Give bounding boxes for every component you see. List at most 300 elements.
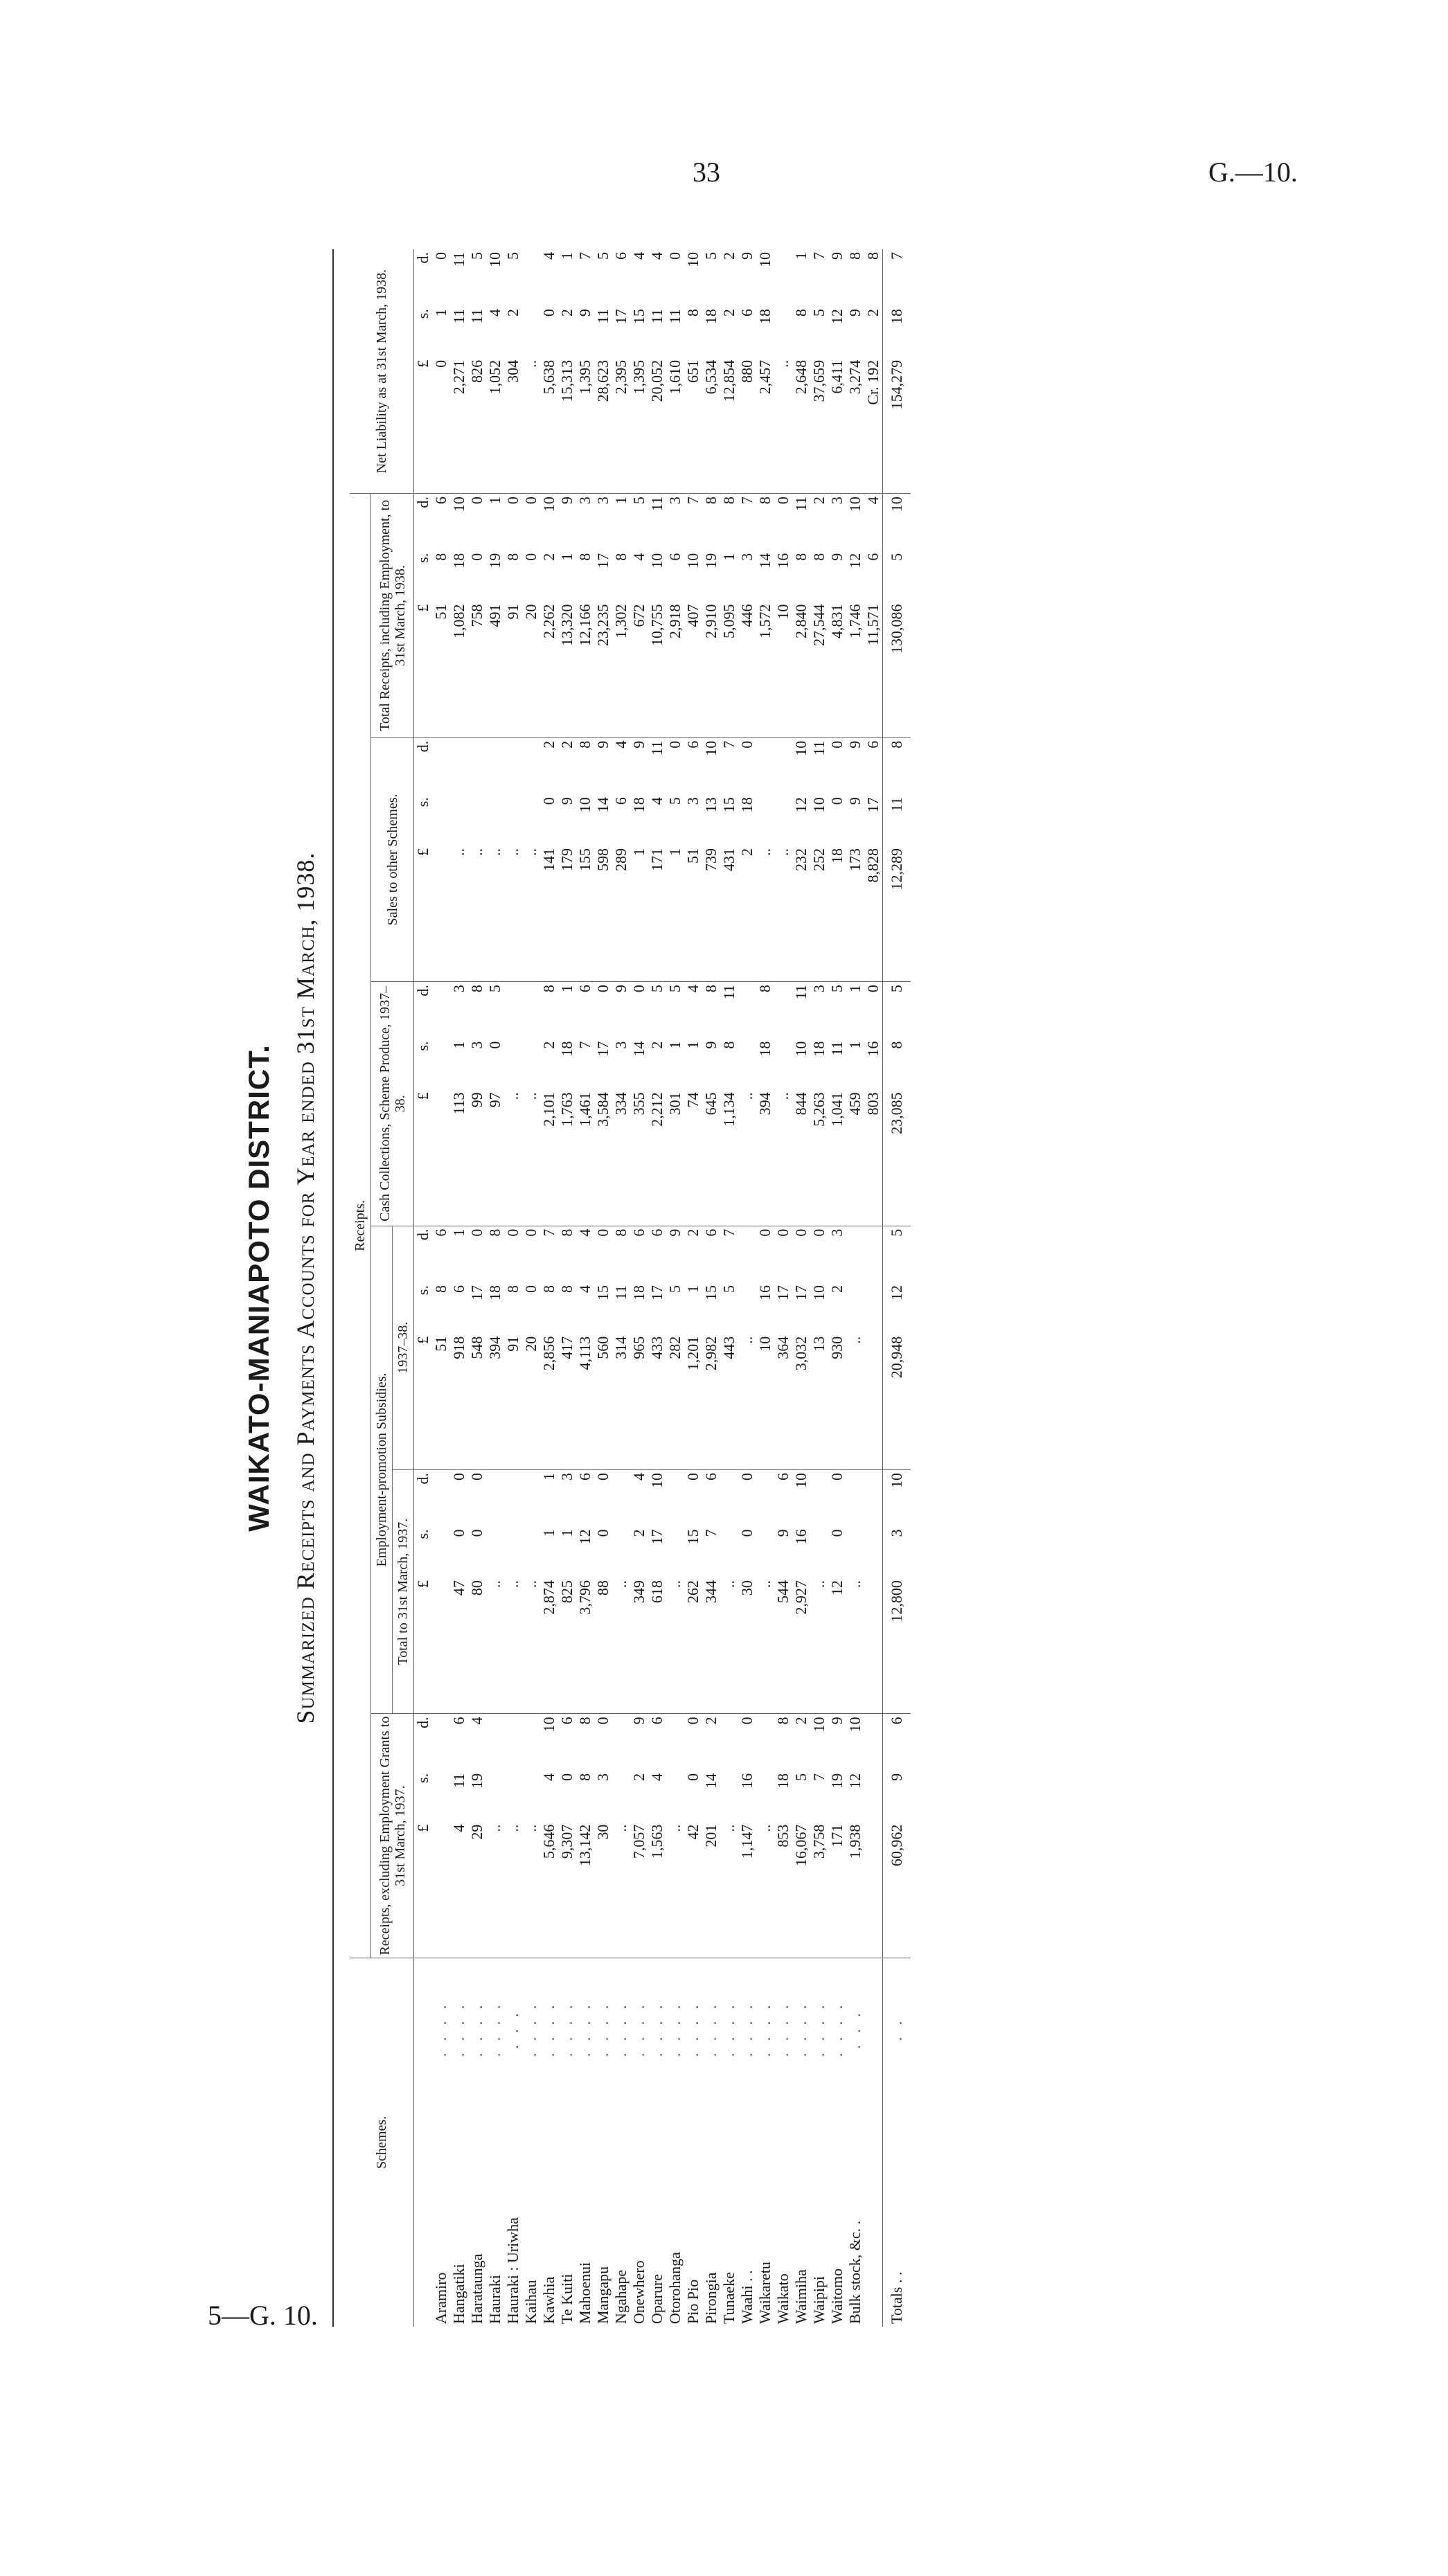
pound-label: £ — [414, 1334, 433, 1470]
shillings-cell: 1 — [450, 1041, 467, 1049]
pence-cell — [864, 1714, 883, 1771]
shillings-cell: 0 — [594, 1529, 611, 1537]
pounds-cell: 28,623 — [594, 357, 612, 494]
pence-cell: 9 — [594, 740, 611, 749]
table-row — [630, 249, 648, 2327]
pence-cell: 11 — [792, 985, 810, 1000]
shilling-label: s. — [414, 797, 431, 807]
shillings-cell — [720, 1771, 738, 1822]
pounds-cell: 3,796 — [576, 1577, 594, 1714]
pounds-cell: 651 — [684, 357, 702, 494]
pounds-cell: 1,610 — [666, 357, 684, 494]
pence-cell: 5 — [828, 985, 846, 993]
pence-cell: 8 — [720, 497, 738, 505]
pence-cell: 0 — [792, 1228, 810, 1237]
pence-cell — [432, 737, 450, 794]
pounds-cell: 826 — [468, 357, 486, 494]
pence-cell: 8 — [558, 1228, 575, 1237]
pence-cell: 1 — [558, 985, 575, 993]
shillings-cell — [666, 1526, 684, 1577]
shillings-cell: 2 — [720, 309, 738, 317]
shilling-label: s. — [414, 1529, 431, 1539]
shillings-cell — [612, 1526, 630, 1577]
pence-cell: 1 — [792, 252, 810, 260]
pence-cell: 9 — [630, 740, 647, 749]
pence-cell: 0 — [684, 1472, 701, 1481]
shillings-cell: 0 — [468, 1529, 485, 1537]
pounds-cell: 262 — [684, 1577, 702, 1714]
pounds-cell: 2,395 — [612, 357, 630, 494]
dot-leader: . . . . — [684, 2001, 701, 2057]
pence-cell: 0 — [666, 252, 683, 260]
pence-cell: 0 — [468, 1472, 485, 1481]
pounds-cell: 5,263 — [810, 1089, 828, 1226]
pence-cell: 6 — [648, 1228, 665, 1237]
dot-leader: . . . . — [828, 2001, 846, 2057]
table-body — [432, 249, 883, 2327]
shillings-cell: 4 — [540, 1773, 557, 1781]
table-row — [792, 249, 810, 2327]
shillings-cell: 17 — [648, 1285, 665, 1301]
pence-cell: 3 — [666, 497, 683, 505]
pounds-cell: 844 — [792, 1089, 810, 1226]
pounds-cell: 3,274 — [846, 357, 864, 494]
shillings-cell: 14 — [630, 1041, 647, 1057]
shillings-cell — [432, 1771, 450, 1822]
pounds-cell: .. — [504, 846, 522, 982]
pounds-cell: 141 — [540, 846, 558, 982]
pounds-cell: 1,052 — [486, 357, 504, 494]
pence-cell: 5 — [702, 252, 719, 260]
pounds-cell: 672 — [630, 602, 648, 738]
pounds-cell: .. — [846, 1334, 864, 1470]
shillings-cell: 9 — [558, 797, 575, 805]
pounds-cell: 803 — [864, 1089, 883, 1226]
pounds-cell: 2,457 — [756, 357, 774, 494]
pounds-cell: 4,113 — [576, 1334, 594, 1470]
pence-cell: 2 — [792, 1717, 810, 1725]
pence-cell: 4 — [630, 1472, 647, 1481]
shillings-cell: 3 — [684, 797, 701, 805]
pounds-cell: .. — [486, 1577, 504, 1714]
shillings-cell: 2 — [630, 1773, 647, 1781]
shillings-cell: 18 — [774, 1773, 792, 1789]
dot-leader: . . . . — [738, 2001, 756, 2057]
dot-leader: . . . . — [720, 2001, 738, 2057]
pence-cell: 0 — [738, 740, 756, 749]
pence-cell: 7 — [720, 1228, 738, 1237]
shillings-cell — [522, 1771, 540, 1822]
shillings-cell: 18 — [630, 1285, 647, 1301]
shillings-cell: 12 — [846, 1773, 864, 1789]
pounds-cell: 80 — [468, 1577, 486, 1714]
shillings-cell: 17 — [612, 309, 629, 325]
dot-leader: . . . — [846, 2009, 864, 2049]
shillings-cell — [504, 794, 522, 846]
scheme-name: Tunaeke — [720, 2272, 738, 2324]
shillings-cell: 17 — [774, 1285, 792, 1301]
dot-leader: . . — [883, 1958, 911, 2100]
rotated-page-content — [215, 249, 1253, 2327]
pounds-cell: 355 — [630, 1089, 648, 1226]
pounds-cell: 344 — [702, 1577, 720, 1714]
shillings-cell: 6 — [738, 309, 756, 317]
total-to-1937-header: Total to 31st March, 1937. — [393, 1469, 414, 1713]
pound-label: £ — [414, 1822, 433, 1958]
pence-cell: 6 — [432, 1228, 449, 1237]
pence-cell: 10 — [684, 252, 701, 267]
pence-cell: 6 — [702, 1228, 719, 1237]
scheme-name — [864, 2100, 883, 2327]
dot-leader: . . . . — [756, 2001, 774, 2057]
pounds-cell: 1,395 — [576, 357, 594, 494]
shillings-cell — [522, 1526, 540, 1577]
pence-cell: 8 — [864, 252, 882, 260]
shillings-cell: 8 — [504, 1285, 521, 1294]
table-row — [522, 249, 540, 2327]
shillings-cell: 18 — [810, 1041, 828, 1057]
pounds-cell: .. — [504, 1577, 522, 1714]
dot-leader: . . . . — [648, 2001, 665, 2057]
table-row — [468, 249, 486, 2327]
pounds-cell: 29 — [468, 1822, 486, 1958]
pence-cell: 0 — [522, 497, 539, 505]
pence-cell: 8 — [540, 985, 557, 993]
pence-cell: 6 — [432, 497, 449, 505]
pounds-cell: 282 — [666, 1334, 684, 1470]
pounds-cell — [432, 1089, 450, 1226]
pence-cell: 7 — [720, 740, 738, 749]
table-row — [432, 249, 450, 2327]
pounds-cell: .. — [504, 1089, 522, 1226]
pound-label: £ — [414, 1577, 433, 1714]
pounds-cell: 1 — [630, 846, 648, 982]
pence-cell: 5 — [630, 497, 647, 505]
pence-label: d. — [414, 497, 431, 508]
pence-cell: 8 — [486, 1228, 503, 1237]
pounds-cell: 171 — [828, 1822, 846, 1958]
dot-leader: . . . — [504, 2009, 521, 2049]
shillings-cell: 17 — [864, 797, 882, 813]
pounds-cell: 2 — [738, 846, 756, 982]
pence-cell — [864, 1469, 883, 1526]
shillings-cell: 1 — [666, 1041, 683, 1049]
pence-cell — [720, 1714, 738, 1771]
shillings-cell: 2 — [648, 1041, 665, 1049]
shillings-cell: 8 — [504, 553, 521, 561]
pence-cell: 8 — [756, 497, 774, 505]
scheme-name: Te Kuiti — [558, 2273, 575, 2324]
pounds-cell: 394 — [486, 1334, 504, 1470]
shilling-label: s. — [414, 553, 431, 563]
pence-cell: 0 — [450, 1472, 467, 1481]
pence-cell — [774, 982, 792, 1039]
shillings-cell: 18 — [630, 797, 647, 813]
dot-leader: . . . . — [666, 2001, 683, 2057]
pounds-cell: 304 — [504, 357, 522, 494]
pence-cell: 1 — [846, 985, 864, 993]
emp-promo-header: Employment-promotion Subsidies. — [371, 1226, 393, 1714]
pence-cell: 0 — [738, 1717, 756, 1725]
shillings-cell: 15 — [684, 1529, 701, 1545]
pounds-cell: .. — [846, 1577, 864, 1714]
pence-cell — [846, 1226, 864, 1282]
pence-cell: 9 — [828, 252, 846, 260]
shillings-cell — [810, 1526, 828, 1577]
scheme-name: Totals . . — [883, 2100, 911, 2327]
shillings-cell: 5 — [666, 797, 683, 805]
pounds-cell: 173 — [846, 846, 864, 982]
unit-row — [414, 249, 433, 2327]
pounds-cell: .. — [756, 1577, 774, 1714]
pounds-cell: .. — [522, 357, 540, 494]
shillings-cell: 5 — [720, 1285, 738, 1294]
shillings-cell — [846, 1526, 864, 1577]
shillings-cell — [522, 794, 540, 846]
shillings-cell: 0 — [486, 1041, 503, 1049]
shillings-cell: 10 — [648, 553, 665, 569]
pounds-cell: 301 — [666, 1089, 684, 1226]
shillings-cell: 6 — [450, 1285, 467, 1294]
shillings-cell: 4 — [648, 1773, 665, 1781]
pounds-cell: 4 — [450, 1822, 468, 1958]
pence-cell: 1 — [612, 497, 629, 505]
shillings-cell — [864, 1282, 883, 1334]
pence-cell: 2 — [558, 740, 575, 749]
pence-cell: 4 — [648, 252, 665, 260]
shillings-cell: 16 — [738, 1773, 756, 1789]
page-number: 33 — [692, 156, 720, 188]
shillings-cell: 15 — [630, 309, 647, 325]
pence-cell: 10 — [792, 740, 810, 756]
pounds-cell: 51 — [432, 1334, 450, 1470]
pounds-cell: 560 — [594, 1334, 612, 1470]
pence-cell: 3 — [828, 497, 846, 505]
shillings-cell: 11 — [450, 1773, 467, 1789]
scheme-name: Waimiha — [792, 2269, 810, 2324]
shillings-cell — [486, 1526, 504, 1577]
table-row — [738, 249, 756, 2327]
pence-cell — [522, 982, 540, 1039]
pence-cell: 10 — [810, 1717, 828, 1733]
table-row — [540, 249, 558, 2327]
shillings-cell: 4 — [576, 1285, 593, 1294]
dot-leader: . . . . — [630, 2001, 647, 2057]
shillings-cell: 0 — [684, 1773, 701, 1781]
pence-cell: 8 — [883, 737, 911, 794]
pence-cell: 9 — [630, 1717, 647, 1725]
pence-cell: 5 — [468, 252, 485, 260]
table-row — [846, 249, 864, 2327]
pence-cell — [432, 1714, 450, 1771]
dot-leader: . . . . — [468, 2001, 485, 2057]
shillings-cell — [486, 794, 504, 846]
scheme-name: Otorohanga — [666, 2252, 683, 2324]
pounds-cell: 2,910 — [702, 602, 720, 738]
dot-leader: . . . . — [558, 2001, 575, 2057]
table-row — [828, 249, 846, 2327]
pounds-cell: 13,320 — [558, 602, 576, 738]
shillings-cell — [774, 1039, 792, 1090]
pounds-cell: .. — [756, 846, 774, 982]
receipts-excl-header: Receipts, excluding Employment Grants to 31st March, 1937. — [371, 1714, 414, 1958]
shillings-cell: 16 — [774, 553, 792, 569]
pounds-cell: 2,648 — [792, 357, 810, 494]
pence-cell: 1 — [486, 497, 503, 505]
shillings-cell: 19 — [468, 1773, 485, 1789]
pence-cell — [756, 1714, 774, 1771]
pounds-cell: 965 — [630, 1334, 648, 1470]
pounds-cell: 9,307 — [558, 1822, 576, 1958]
pounds-cell: 16,067 — [792, 1822, 810, 1958]
shillings-cell: 18 — [558, 1041, 575, 1057]
scheme-name: Bulk stock, &c. . — [846, 2220, 864, 2324]
pounds-cell: 5,646 — [540, 1822, 558, 1958]
pounds-cell: 5,095 — [720, 602, 738, 738]
shillings-cell: 16 — [864, 1041, 882, 1057]
shillings-cell — [720, 1526, 738, 1577]
shilling-label: s. — [414, 1285, 431, 1296]
shillings-cell: 18 — [702, 309, 719, 325]
pence-cell — [846, 1469, 864, 1526]
shillings-cell — [432, 1526, 450, 1577]
pounds-cell: 645 — [702, 1089, 720, 1226]
pence-cell: 0 — [738, 1472, 756, 1481]
pounds-cell: .. — [522, 1089, 540, 1226]
net-liability-header: Net Liability as at 31st March, 1938. — [350, 249, 414, 494]
pence-label: d. — [414, 1472, 431, 1485]
pence-cell: 5 — [504, 252, 521, 260]
pence-cell: 4 — [864, 497, 882, 505]
pounds-cell: 918 — [450, 1334, 468, 1470]
pence-cell: 4 — [630, 252, 647, 260]
pence-label: d. — [414, 740, 431, 753]
pence-cell — [612, 1714, 630, 1771]
table-row — [504, 249, 522, 2327]
schemes-header: Schemes. — [350, 1958, 414, 2327]
pence-cell: 6 — [702, 1472, 719, 1481]
shillings-cell: 1 — [846, 1041, 864, 1049]
pounds-cell: 10 — [774, 602, 792, 738]
scheme-name: Mangapu — [594, 2266, 611, 2324]
pence-cell: 11 — [648, 497, 665, 512]
shillings-cell: 9 — [846, 309, 864, 317]
pounds-cell: 154,279 — [883, 357, 911, 494]
pence-cell: 4 — [684, 985, 701, 993]
shillings-cell: 7 — [576, 1041, 593, 1049]
shillings-cell: 5 — [666, 1285, 683, 1294]
shillings-cell: 4 — [486, 309, 503, 317]
pounds-cell: 2,271 — [450, 357, 468, 494]
pounds-cell: 20,948 — [883, 1334, 911, 1470]
pence-cell: 0 — [594, 1472, 611, 1481]
shillings-cell: 8 — [432, 553, 449, 561]
shillings-cell: 17 — [594, 1041, 611, 1057]
shillings-cell: 8 — [720, 1041, 738, 1049]
shillings-cell: 3 — [883, 1526, 911, 1577]
pounds-cell: 91 — [504, 1334, 522, 1470]
shillings-cell: 1 — [558, 553, 575, 561]
shillings-cell: 8 — [558, 1285, 575, 1294]
scheme-name: Hauraki : Uriwha — [504, 2217, 521, 2324]
shillings-cell: 0 — [540, 797, 557, 805]
shillings-cell: 10 — [792, 1041, 810, 1057]
pound-label: £ — [414, 1089, 433, 1226]
pounds-cell: .. — [774, 846, 792, 982]
pence-cell: 0 — [504, 1228, 521, 1237]
scheme-name: Harataunga — [468, 2253, 485, 2324]
shillings-cell — [756, 794, 774, 846]
pounds-cell: Cr. 192 — [864, 357, 883, 494]
shillings-cell: 3 — [612, 1041, 629, 1049]
pence-cell — [774, 737, 792, 794]
pence-cell — [504, 1469, 522, 1526]
shillings-cell: 8 — [883, 1039, 911, 1090]
pence-cell: 0 — [756, 1228, 774, 1237]
shillings-cell: 2 — [864, 309, 882, 317]
shillings-cell — [450, 794, 468, 846]
receipts-group-header: Receipts. — [350, 494, 371, 1958]
shillings-cell: 12 — [828, 309, 846, 325]
pence-cell: 10 — [540, 497, 557, 512]
shillings-cell — [756, 1771, 774, 1822]
pounds-cell: .. — [738, 1089, 756, 1226]
shillings-cell: 10 — [684, 553, 701, 569]
pence-cell: 2 — [684, 1228, 701, 1237]
pounds-cell: .. — [666, 1822, 684, 1958]
pence-cell: 6 — [576, 985, 593, 993]
table-row — [450, 249, 468, 2327]
footer-reference: 5—G. 10. — [208, 2300, 318, 2331]
pounds-cell: 232 — [792, 846, 810, 982]
pence-cell: 2 — [540, 740, 557, 749]
shillings-cell: 16 — [756, 1285, 774, 1301]
pounds-cell: 10 — [756, 1334, 774, 1470]
shillings-cell — [774, 794, 792, 846]
pounds-cell: .. — [504, 1822, 522, 1958]
dot-leader: . . . . — [594, 2001, 611, 2057]
pounds-cell: 446 — [738, 602, 756, 738]
pence-cell: 10 — [846, 1717, 864, 1733]
shillings-cell: 3 — [468, 1041, 485, 1049]
pounds-cell: 3,032 — [792, 1334, 810, 1470]
pence-cell — [450, 737, 468, 794]
shillings-cell: 0 — [522, 553, 539, 561]
table-row — [810, 249, 828, 2327]
pounds-cell: .. — [522, 846, 540, 982]
total-receipts-header: Total Receipts, including Employment, to 31st March, 1938. — [371, 494, 414, 738]
pence-cell — [720, 1469, 738, 1526]
shillings-cell: 11 — [594, 309, 611, 324]
shillings-cell — [468, 794, 486, 846]
scheme-name: Onewhero — [630, 2260, 647, 2324]
pence-cell — [810, 1469, 828, 1526]
pounds-cell: .. — [666, 1577, 684, 1714]
table-row — [684, 249, 702, 2327]
pence-cell — [522, 737, 540, 794]
pounds-cell: 179 — [558, 846, 576, 982]
shillings-cell: 11 — [450, 309, 467, 324]
pence-cell: 9 — [666, 1228, 683, 1237]
pence-cell: 6 — [883, 1714, 911, 1771]
scheme-name: Waitomo — [828, 2268, 846, 2324]
pounds-cell: 618 — [648, 1577, 666, 1714]
shillings-cell — [864, 1771, 883, 1822]
pence-cell: 11 — [450, 252, 467, 267]
pence-cell — [756, 737, 774, 794]
pounds-cell: 30 — [594, 1822, 612, 1958]
pence-cell: 5 — [594, 252, 611, 260]
